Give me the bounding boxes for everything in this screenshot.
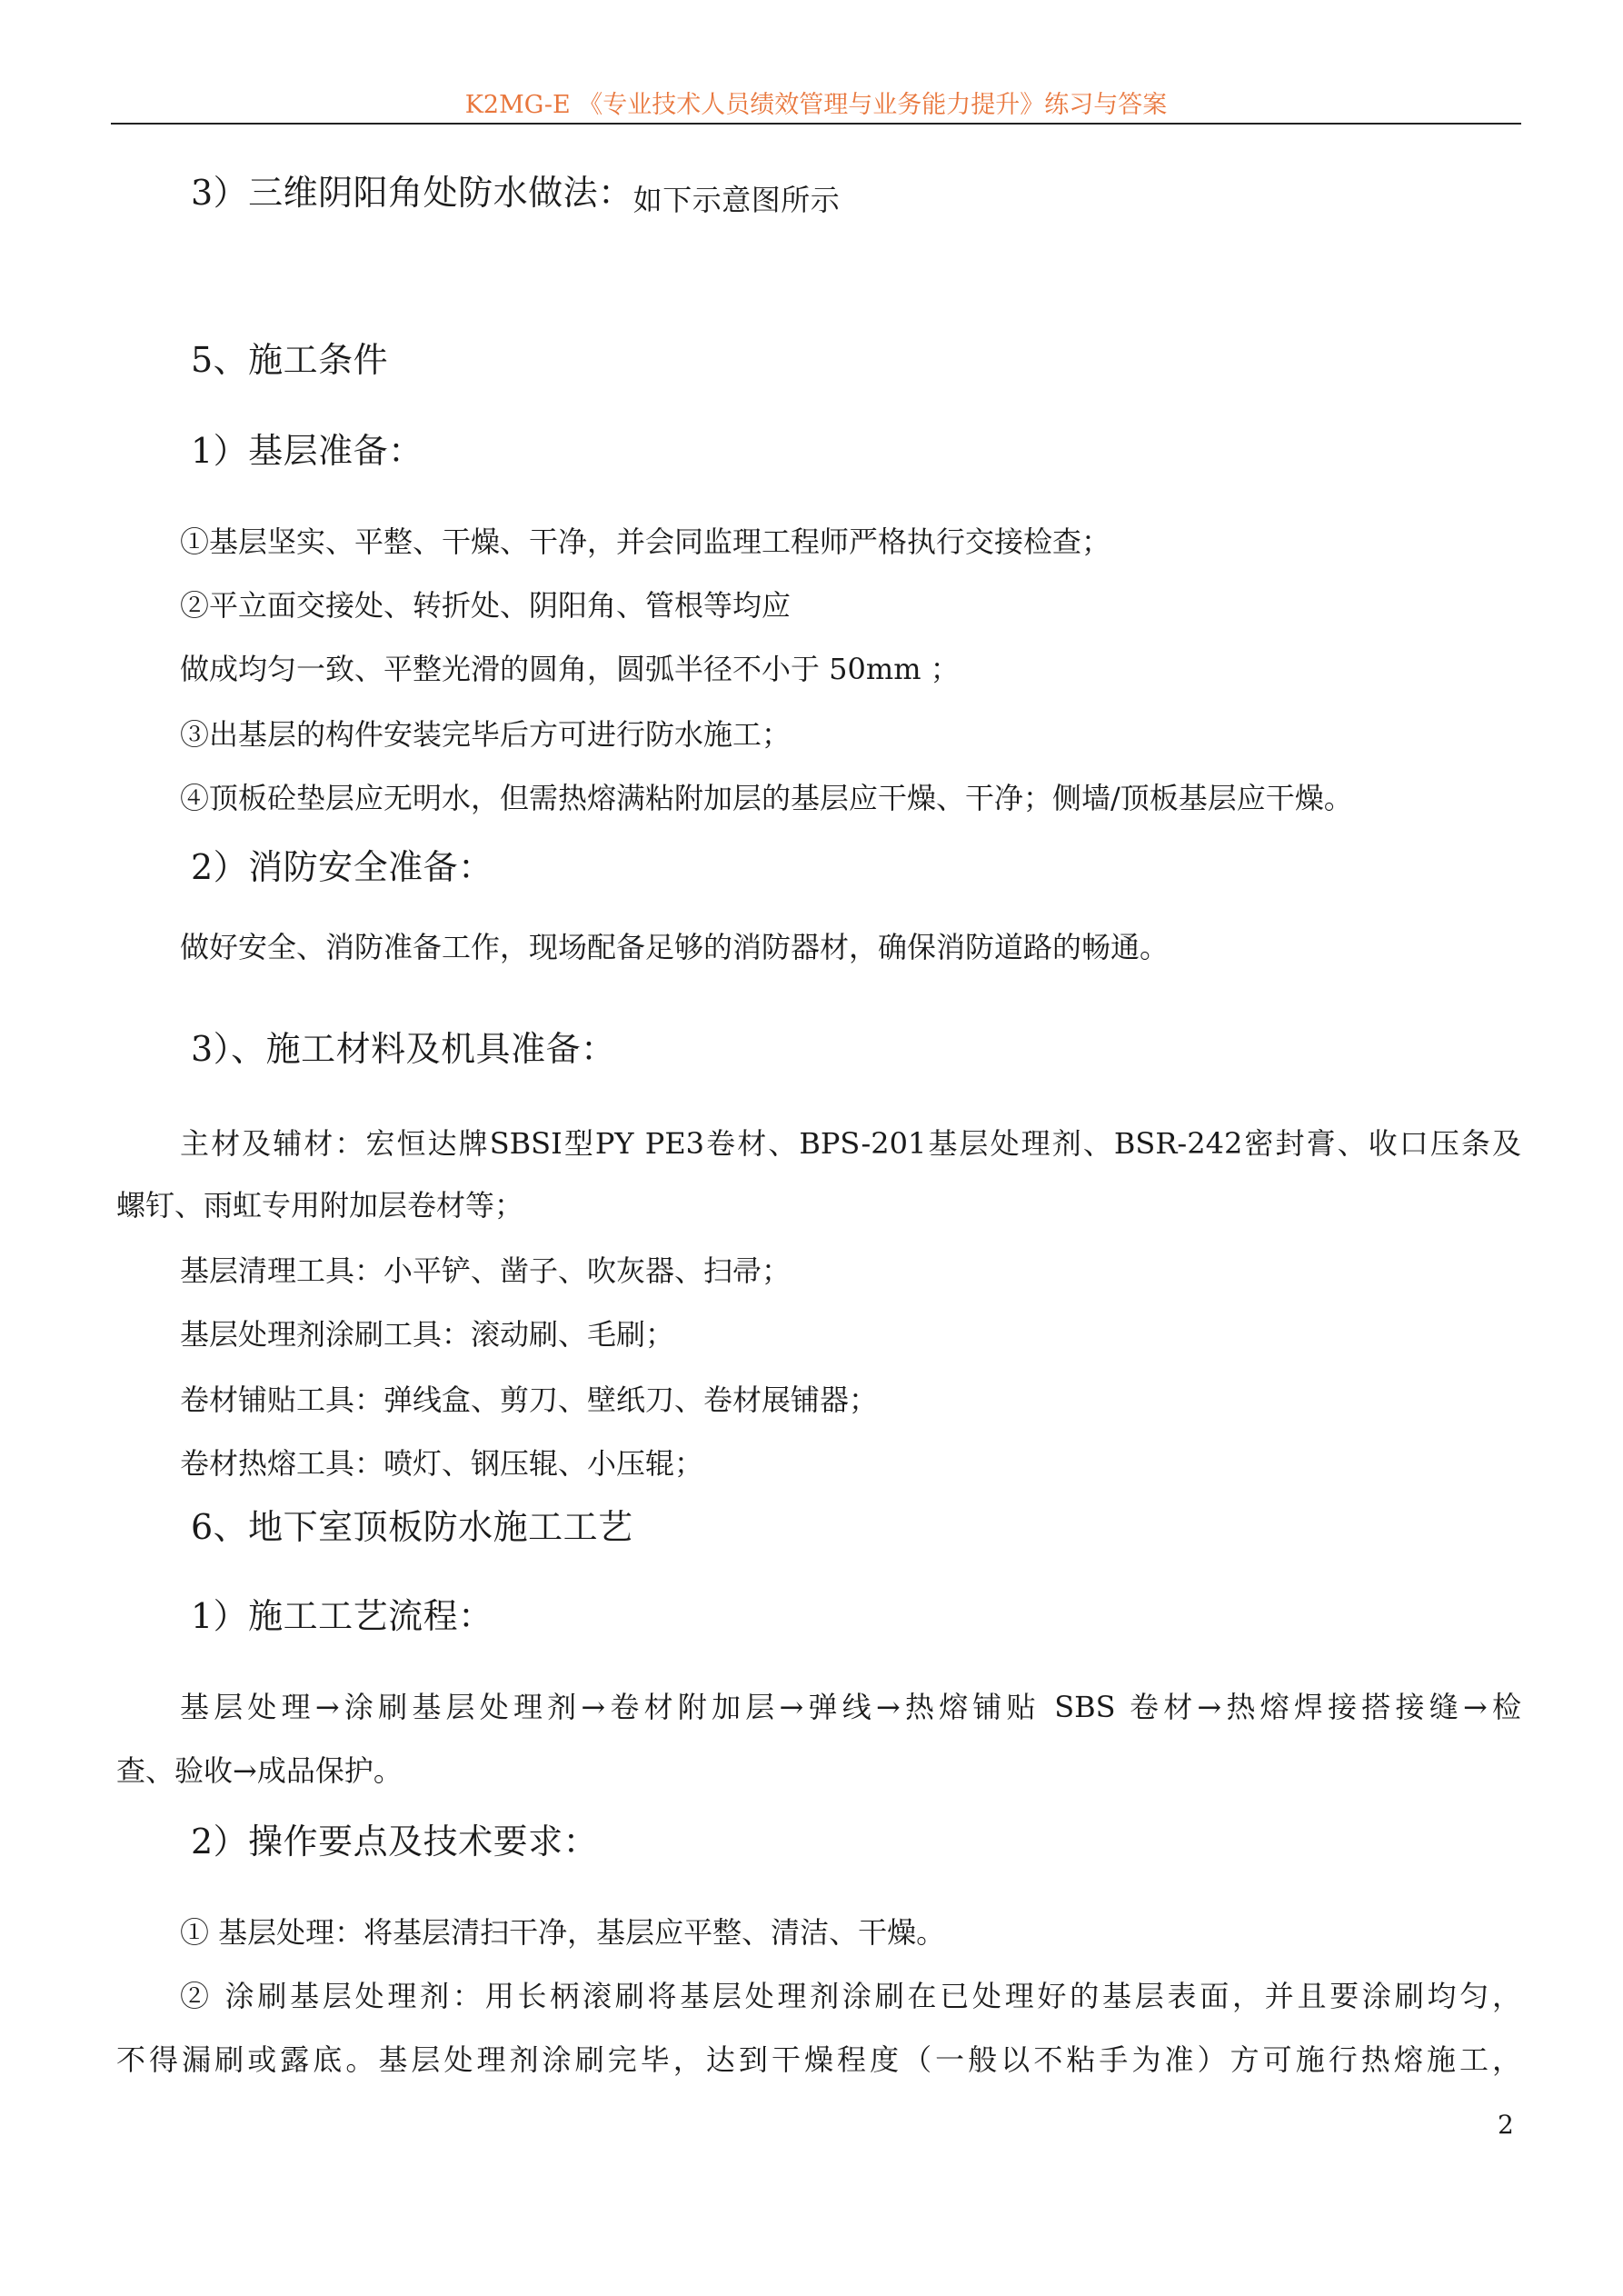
tool-item-hot-melt: 卷材热熔工具：喷灯、钢压辊、小压辊；: [180, 1446, 704, 1481]
section5-sub2-heading: 2）消防安全准备：: [191, 847, 493, 887]
section5-heading: 5、施工条件: [191, 340, 389, 380]
corner-note: 如下示意图所示: [632, 183, 841, 217]
operation-item-1: ① 基层处理：将基层清扫干净，基层应平整、清洁、干燥。: [180, 1915, 946, 1950]
section6-heading: 6、地下室顶板防水施工工艺: [191, 1507, 633, 1547]
page-header: K2MG-E 《专业技术人员绩效管理与业务能力提升》练习与答案: [464, 91, 1168, 119]
tool-item-cleaning: 基层清理工具：小平铲、凿子、吹灰器、扫帚；: [180, 1253, 792, 1288]
fire-safety-text: 做好安全、消防准备工作，现场配备足够的消防器材，确保消防道路的畅通。: [180, 930, 1170, 964]
materials-line-2: 螺钉、雨虹专用附加层卷材等；: [116, 1188, 524, 1223]
materials-line-1: 主材及辅材：宏恒达牌SBSI型PY PE3卷材、BPS-201基层处理剂、BSR-242密封膏、收口压条及: [180, 1126, 1521, 1161]
base-item-2: ②平立面交接处、转折处、阴阳角、管根等均应: [180, 588, 792, 623]
corner-heading-text: 3）三维阴阳角处防水做法：: [191, 173, 633, 213]
section6-sub2-heading: 2）操作要点及技术要求：: [191, 1822, 599, 1862]
tool-item-laying: 卷材铺贴工具：弹线盒、剪刀、壁纸刀、卷材展铺器；: [180, 1383, 879, 1417]
page-number: 2: [1498, 2110, 1514, 2140]
base-item-4: ④顶板砼垫层应无明水，但需热熔满粘附加层的基层应干燥、干净；侧墙/顶板基层应干燥。: [180, 781, 1353, 815]
header-rule: [111, 123, 1521, 125]
section5-sub1-heading: 1）基层准备：: [191, 431, 423, 471]
section5-sub3-heading: 3）、施工材料及机具准备：: [191, 1029, 616, 1069]
process-flow-line-2: 查、验收→成品保护。: [116, 1753, 403, 1788]
corner-heading: [191, 169, 840, 218]
process-flow-line-1: 基层处理→涂刷基层处理剂→卷材附加层→弹线→热熔铺贴 SBS 卷材→热熔焊接搭接缝→检: [180, 1690, 1521, 1724]
section6-sub1-heading: 1）施工工艺流程：: [191, 1596, 493, 1636]
operation-item-2-line-1: ② 涂刷基层处理剂：用长柄滚刷将基层处理剂涂刷在已处理好的基层表面，并且要涂刷均匀，: [180, 1979, 1521, 2013]
operation-item-2-line-2: 不得漏刷或露底。基层处理剂涂刷完毕，达到干燥程度（一般以不粘手为准）方可施行热熔施工，: [116, 2042, 1521, 2077]
tool-item-primer: 基层处理剂涂刷工具：滚动刷、毛刷；: [180, 1317, 675, 1352]
base-item-3: ③出基层的构件安装完毕后方可进行防水施工；: [180, 717, 792, 752]
base-item-2-cont: 做成均匀一致、平整光滑的圆角，圆弧半径不小于 50mm ；: [180, 652, 960, 686]
base-item-1: ①基层坚实、平整、干燥、干净，并会同监理工程师严格执行交接检查；: [180, 524, 1111, 559]
